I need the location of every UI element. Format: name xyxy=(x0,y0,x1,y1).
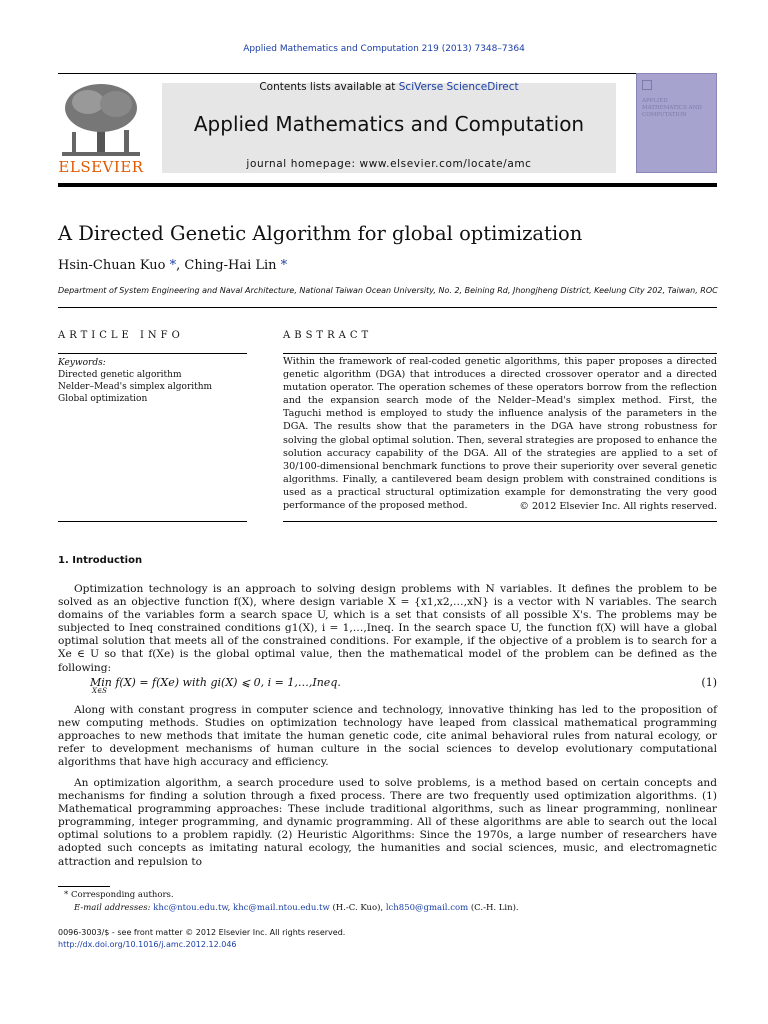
intro-paragraph-2 xyxy=(58,704,717,769)
doi-link[interactable]: http://dx.doi.org/10.1016/j.amc.2012.12.046 xyxy=(58,940,237,949)
intro-paragraph-1-text: Optimization technology is an approach to solving design problems with N variables. It defines the problem to be solved as an objective function f(X), where design variable X = {x1,x2,…,xN} is a vector with N variables. The search domains of the variables form a search space U, which is a set that consists of all possible X's. The problems may be subjected to Ineq constrained conditions g1(X), i = 1,…,Ineq. In the search space U, the function f(X) will have a global optimal solution that meets all of the constrained conditions. For example, if the objective of a problem is to search for a Xe ∈ U so that f(Xe) is the global optimal value, then the mathematical model of the problem can be defined as the following: xyxy=(58,583,717,674)
author-1-mark[interactable]: * xyxy=(169,258,177,273)
keywords-label: Keywords: xyxy=(58,358,106,368)
keyword-1: Directed genetic algorithm xyxy=(58,370,182,380)
email-label: E-mail addresses: xyxy=(74,903,151,913)
intro-paragraph-3-text: An optimization algorithm, a search procedure used to solve problems, is a method based on certain concepts and mechanisms for finding a solution through a fixed process. There are two frequently used optimization algorithms. (1) Mathematical programming approaches: These include traditional algorithms, such as linear programming, nonlinear programming, integer programming, and dynamic programming. All of these algorithms are able to search out the local optimal solutions to a problem rapidly. (2) Heuristic Algorithms: Since the 1970s, a large number of researchers have adopted such concepts as imitating natural ecology, the humanities and social sciences, music, and electromagnetic attraction and repulsion to xyxy=(58,777,717,868)
abstract-text: Within the framework of real-coded genetic algorithms, this paper proposes a directed genetic algorithm (DGA) that introduces a directed crossover operator and a directed mutation operator. The operation schemes of these operators borrow from the reflection and the expansion search mode of the Nelder–Mead's simplex method. First, the Taguchi method is employed to study the influence analysis of the parameters in the DGA. The results show that the parameters in the DGA have strong robustness for solving the global optimal solution. Then, several strategies are proposed to enhance the solution accuracy capability of the DGA. All of the strategies are applied to a set of 30/100-dimensional benchmark functions to prove their superiority over several genetic algorithms. Finally, a cantilevered beam design problem with constrained conditions is used as a practical structural optimization example for demonstrating the very good performance of the proposed method. xyxy=(283,356,717,512)
email-owner-2: (C.-H. Lin). xyxy=(470,903,519,913)
abstract-copyright: © 2012 Elsevier Inc. All rights reserved. xyxy=(519,501,717,512)
email-owner-1: (H.-C. Kuo), xyxy=(332,903,384,913)
journal-homepage[interactable]: journal homepage: www.elsevier.com/locate/amc xyxy=(246,158,532,170)
keyword-3: Global optimization xyxy=(58,394,148,404)
cover-title: APPLIED MATHEMATICS AND COMPUTATION xyxy=(642,98,702,118)
article-title: A Directed Genetic Algorithm for global optimization xyxy=(58,222,583,245)
equation-1-text: Min f(X) = f(Xe) with gi(X) ⩽ 0, i = 1,…,Ineq. xyxy=(90,676,341,689)
intro-paragraph-1 xyxy=(58,583,717,675)
header-thick-rule xyxy=(58,183,717,187)
author-2: Ching-Hai Lin xyxy=(184,258,277,273)
section-heading-introduction: 1. Introduction xyxy=(58,555,143,566)
email-link-2[interactable]: khc@mail.ntou.edu.tw xyxy=(233,903,330,913)
article-info-rule xyxy=(58,353,247,354)
abstract-bottom-rule xyxy=(283,521,717,522)
abstract-heading: ABSTRACT xyxy=(283,330,373,341)
equation-number: (1) xyxy=(701,676,717,689)
email-link-1[interactable]: khc@ntou.edu.tw xyxy=(153,903,228,913)
keyword-2: Nelder–Mead's simplex algorithm xyxy=(58,382,213,392)
equation-1 xyxy=(90,676,341,695)
corresponding-authors-note: * Corresponding authors. xyxy=(64,890,174,900)
journal-cover-thumbnail xyxy=(636,73,717,173)
article-info-heading: ARTICLE INFO xyxy=(58,330,184,341)
intro-paragraph-2-text: Along with constant progress in computer science and technology, innovative thinking has led to the proposition of new computing methods. Studies on optimization technology have leaped from classical mathematical programming approaches to new methods that imitate the human genetic code, cite animal behavioral rules from natural ecology, or refer to development mechanisms of human culture in the social sciences to develop evolutionary computational algorithms that have high accuracy and efficiency. xyxy=(58,704,717,769)
intro-paragraph-3 xyxy=(58,777,717,869)
abstract-rule xyxy=(283,353,717,354)
affiliation: Department of System Engineering and Naval Architecture, National Taiwan Ocean University, No. 2, Beining Rd, Jhongjheng District, Keelung City 202, Taiwan, ROC xyxy=(58,286,718,295)
elsevier-wordmark: ELSEVIER xyxy=(58,158,144,176)
contents-line xyxy=(162,81,616,93)
email-addresses: E-mail addresses: khc@ntou.edu.tw, khc@mail.ntou.edu.tw (H.-C. Kuo), lch850@gmail.com (C.-H. Lin). xyxy=(74,903,519,913)
author-1: Hsin-Chuan Kuo xyxy=(58,258,166,273)
article-info-bottom-rule xyxy=(58,521,247,522)
section-rule xyxy=(58,307,717,308)
sciencedirect-link[interactable]: SciVerse ScienceDirect xyxy=(398,81,519,93)
footnote-rule xyxy=(58,886,110,887)
journal-citation[interactable]: Applied Mathematics and Computation 219 (2013) 7348–7364 xyxy=(243,44,525,54)
issn-line: 0096-3003/$ - see front matter © 2012 Elsevier Inc. All rights reserved. xyxy=(58,928,346,937)
top-rule xyxy=(58,73,717,74)
author-2-mark[interactable]: * xyxy=(280,258,288,273)
contents-prefix: Contents lists available at xyxy=(259,81,399,93)
keywords-block xyxy=(58,357,247,405)
equation-1-subscript: X∈S xyxy=(92,687,107,695)
journal-title: Applied Mathematics and Computation xyxy=(193,112,585,136)
email-link-3[interactable]: lch850@gmail.com xyxy=(385,903,469,913)
author-list: Hsin-Chuan Kuo *, Ching-Hai Lin * xyxy=(58,258,288,273)
cover-logo-icon xyxy=(642,80,652,90)
